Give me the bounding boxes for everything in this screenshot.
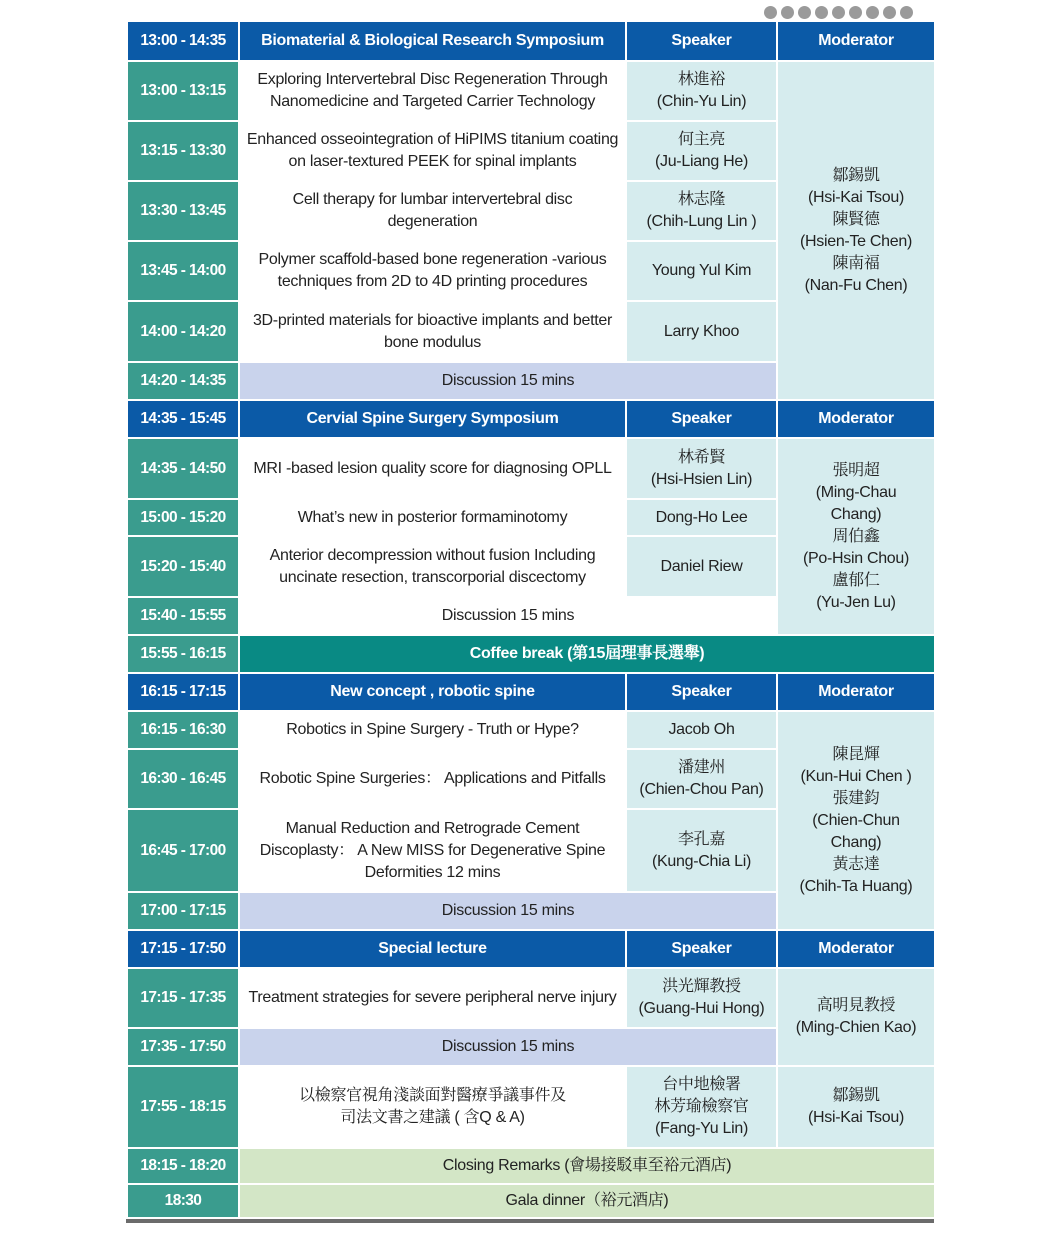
session-time: 17:15 - 17:35 [127, 968, 239, 1028]
dot-icon [883, 6, 896, 19]
session-time: 14:00 - 14:20 [127, 301, 239, 362]
block-header-row [127, 930, 935, 968]
session-topic: Anterior decompression without fusion Including uncinate resection, transcorporial discectomy [239, 536, 626, 597]
dot-icon [900, 6, 913, 19]
dot-icon [764, 6, 777, 19]
moderator-column-header: Moderator [777, 930, 935, 968]
session-topic: MRI -based lesion quality score for diagnosing OPLL [239, 438, 626, 499]
session-topic: Enhanced osseointegration of HiPIMS titanium coating on laser-textured PEEK for spinal implants [239, 121, 626, 181]
gala-row [127, 1184, 935, 1218]
session-topic: Robotic Spine Surgeries： Applications and Pitfalls [239, 749, 626, 809]
session-topic: Exploring Intervertebral Disc Regeneration Through Nanomedicine and Targeted Carrier Technology [239, 61, 626, 121]
session-speaker: 李孔嘉 (Kung-Chia Li) [626, 809, 777, 892]
block-title: Cervial Spine Surgery Symposium [239, 400, 626, 438]
coffee-break-time: 15:55 - 16:15 [127, 635, 239, 673]
session-topic: Polymer scaffold-based bone regeneration -various techniques from 2D to 4D printing procedures [239, 241, 626, 301]
session-topic: Manual Reduction and Retrograde Cement Discoplasty： A New MISS for Degenerative Spine Deformities 12 mins [239, 809, 626, 892]
gala-label: Gala dinner（裕元酒店) [239, 1184, 935, 1218]
session-speaker: Young Yul Kim [626, 241, 777, 301]
session-topic: 以檢察官視角淺談面對醫療爭議事件及 司法文書之建議 ( 含Q & A) [239, 1066, 626, 1148]
session-topic: 3D-printed materials for bioactive implants and better bone modulus [239, 301, 626, 362]
coffee-break-row [127, 635, 935, 673]
session-time: 17:55 - 18:15 [127, 1066, 239, 1148]
table-row [127, 711, 935, 749]
closing-row [127, 1148, 935, 1184]
table-row [127, 61, 935, 121]
session-time: 15:00 - 15:20 [127, 499, 239, 536]
discussion-time: 14:20 - 14:35 [127, 362, 239, 400]
session-speaker: 林希賢 (Hsi-Hsien Lin) [626, 438, 777, 499]
page-indicator-dots [764, 6, 913, 19]
session-speaker: 何主亮 (Ju-Liang He) [626, 121, 777, 181]
moderator-column-header: Moderator [777, 400, 935, 438]
dot-icon [815, 6, 828, 19]
session-time: 16:45 - 17:00 [127, 809, 239, 892]
session-topic: Cell therapy for lumbar intervertebral disc degeneration [239, 181, 626, 241]
block-header-row [127, 21, 935, 61]
session-speaker: 林志隆 (Chih-Lung Lin ) [626, 181, 777, 241]
block-time: 16:15 - 17:15 [127, 673, 239, 711]
session-topic: What’s new in posterior formaminotomy [239, 499, 626, 536]
session-time: 16:15 - 16:30 [127, 711, 239, 749]
discussion-time: 17:35 - 17:50 [127, 1028, 239, 1066]
speaker-column-header: Speaker [626, 400, 777, 438]
speaker-column-header: Speaker [626, 930, 777, 968]
session-speaker: 台中地檢署 林芳瑜檢察官 (Fang-Yu Lin) [626, 1066, 777, 1148]
session-speaker: Dong-Ho Lee [626, 499, 777, 536]
dot-icon [781, 6, 794, 19]
moderators: 高明見教授 (Ming-Chien Kao) [777, 968, 935, 1066]
session-speaker: Daniel Riew [626, 536, 777, 597]
discussion-label: Discussion 15 mins [239, 1028, 777, 1066]
schedule-table [126, 20, 936, 1219]
session-time: 15:20 - 15:40 [127, 536, 239, 597]
discussion-label: Discussion 15 mins [239, 597, 777, 635]
session-topic: Robotics in Spine Surgery - Truth or Hype? [239, 711, 626, 749]
gala-time: 18:30 [127, 1184, 239, 1218]
block-header-row [127, 673, 935, 711]
moderators: 鄒錫凱 (Hsi-Kai Tsou) [777, 1066, 935, 1148]
block-time: 13:00 - 14:35 [127, 21, 239, 61]
session-time: 13:30 - 13:45 [127, 181, 239, 241]
session-speaker: Larry Khoo [626, 301, 777, 362]
moderator-column-header: Moderator [777, 673, 935, 711]
block-title: Biomaterial & Biological Research Symposium [239, 21, 626, 61]
session-time: 13:45 - 14:00 [127, 241, 239, 301]
session-time: 14:35 - 14:50 [127, 438, 239, 499]
session-speaker: 洪光輝教授 (Guang-Hui Hong) [626, 968, 777, 1028]
bottom-divider [126, 1219, 934, 1223]
discussion-time: 15:40 - 15:55 [127, 597, 239, 635]
table-row [127, 438, 935, 499]
speaker-column-header: Speaker [626, 673, 777, 711]
session-time: 13:15 - 13:30 [127, 121, 239, 181]
discussion-label: Discussion 15 mins [239, 362, 777, 400]
dot-icon [798, 6, 811, 19]
moderators: 張明超 (Ming-Chau Chang) 周伯鑫 (Po-Hsin Chou) 盧郁仁 (Yu-Jen Lu) [777, 438, 935, 635]
block-title: New concept , robotic spine [239, 673, 626, 711]
block-time: 17:15 - 17:50 [127, 930, 239, 968]
closing-time: 18:15 - 18:20 [127, 1148, 239, 1184]
session-time: 16:30 - 16:45 [127, 749, 239, 809]
session-time: 13:00 - 13:15 [127, 61, 239, 121]
session-speaker: Jacob Oh [626, 711, 777, 749]
moderator-column-header: Moderator [777, 21, 935, 61]
block-title: Special lecture [239, 930, 626, 968]
dot-icon [849, 6, 862, 19]
moderators: 鄒錫凱 (Hsi-Kai Tsou) 陳賢德 (Hsien-Te Chen) 陳南福 (Nan-Fu Chen) [777, 61, 935, 400]
discussion-label: Discussion 15 mins [239, 892, 777, 930]
table-row [127, 1066, 935, 1148]
dot-icon [832, 6, 845, 19]
block-header-row [127, 400, 935, 438]
coffee-break-label: Coffee break (第15屆理事長選舉) [239, 635, 935, 673]
session-topic: Treatment strategies for severe peripheral nerve injury [239, 968, 626, 1028]
table-row [127, 968, 935, 1028]
speaker-column-header: Speaker [626, 21, 777, 61]
session-speaker: 林進裕 (Chin-Yu Lin) [626, 61, 777, 121]
session-speaker: 潘建州 (Chien-Chou Pan) [626, 749, 777, 809]
block-time: 14:35 - 15:45 [127, 400, 239, 438]
dot-icon [866, 6, 879, 19]
moderators: 陳昆輝 (Kun-Hui Chen ) 張建鈞 (Chien-Chun Chang) 黃志達 (Chih-Ta Huang) [777, 711, 935, 930]
discussion-time: 17:00 - 17:15 [127, 892, 239, 930]
closing-label: Closing Remarks (會場接駁車至裕元酒店) [239, 1148, 935, 1184]
